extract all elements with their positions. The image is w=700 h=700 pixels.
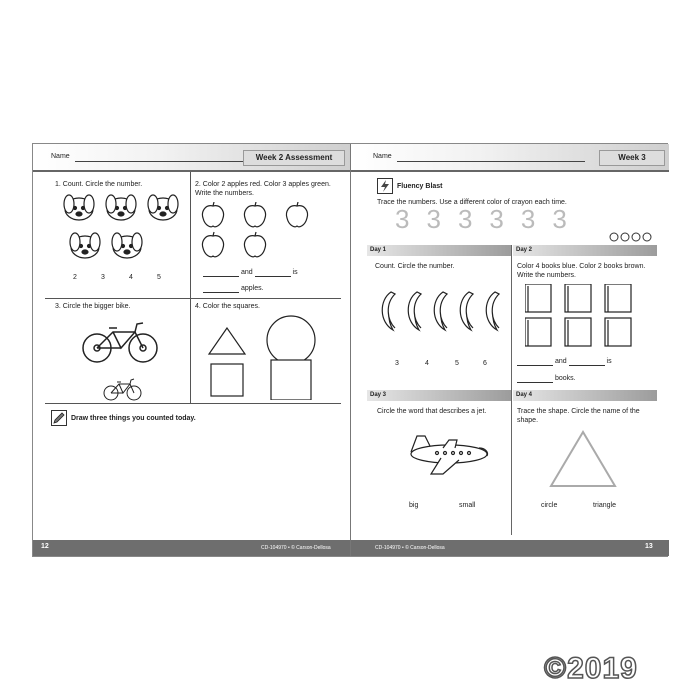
- trace-digit[interactable]: 3: [395, 204, 427, 234]
- copyright-watermark: ©2019: [544, 652, 638, 685]
- page-number: 12: [41, 543, 49, 550]
- copyright-text: CD-104970 • © Carson-Dellosa: [261, 545, 331, 551]
- trace-digits: [395, 204, 615, 235]
- copyright-text: CD-104970 • © Carson-Dellosa: [375, 545, 445, 551]
- apples-illustration: [201, 202, 321, 262]
- small-bike-illustration[interactable]: [103, 378, 143, 402]
- trace-digit[interactable]: 3: [426, 204, 458, 234]
- day-3-header: Day 3: [367, 390, 511, 401]
- day-2-header: Day 2: [513, 245, 657, 256]
- day-divider: [511, 245, 512, 535]
- name-line: [75, 161, 265, 162]
- bananas-illustration: [379, 290, 509, 332]
- day-3-instruction: Circle the word that describes a jet.: [377, 408, 487, 415]
- big-square-shape[interactable]: [271, 360, 311, 400]
- answer-blank[interactable]: [255, 269, 291, 277]
- books-label: books.: [554, 375, 576, 382]
- and-label: and: [240, 269, 253, 276]
- name-line: [397, 161, 585, 162]
- day-4-instruction: Trace the shape. Circle the name of the shape.: [517, 408, 640, 424]
- book[interactable]: [525, 318, 551, 346]
- workbook-spread: [32, 143, 668, 557]
- puppies-illustration: [61, 192, 189, 272]
- shapes-illustration: [203, 312, 343, 400]
- trace-digit[interactable]: 3: [489, 204, 521, 234]
- progress-circle[interactable]: [621, 233, 629, 241]
- book[interactable]: [565, 318, 591, 346]
- page-title: Week 3: [599, 150, 665, 166]
- triangle-shape[interactable]: [209, 328, 245, 354]
- pencil-icon: [51, 410, 67, 426]
- book[interactable]: [605, 284, 631, 312]
- book[interactable]: [565, 284, 591, 312]
- name-label: Name: [51, 153, 70, 160]
- word-choice[interactable]: big: [409, 502, 419, 509]
- answer-blank[interactable]: [517, 358, 553, 366]
- name-label: Name: [373, 153, 392, 160]
- progress-circle[interactable]: [643, 233, 651, 241]
- question-4: 4. Color the squares.: [195, 303, 260, 310]
- trace-triangle[interactable]: [547, 428, 619, 490]
- day-4-header: Day 4: [513, 390, 657, 401]
- day-2-answer-line: [517, 357, 612, 366]
- book[interactable]: [605, 318, 631, 346]
- word-choice[interactable]: small: [459, 502, 476, 509]
- answer-number[interactable]: 4: [425, 360, 429, 367]
- page-number: 13: [645, 543, 653, 550]
- small-square-shape[interactable]: [211, 364, 243, 396]
- answer-blank[interactable]: [569, 358, 605, 366]
- and-label: and: [554, 358, 567, 365]
- trace-digit[interactable]: 3: [520, 204, 553, 234]
- is-label: is: [606, 358, 612, 365]
- progress-circle[interactable]: [610, 233, 618, 241]
- answer-blank[interactable]: [517, 375, 553, 383]
- q2-answer-line: [203, 268, 298, 277]
- question-3: 3. Circle the bigger bike.: [55, 303, 131, 310]
- right-page: [351, 144, 669, 556]
- progress-circle[interactable]: [632, 233, 640, 241]
- day-1-instruction: Count. Circle the number.: [375, 263, 455, 270]
- grid-divider-horizontal: [45, 298, 341, 299]
- answer-number[interactable]: 3: [395, 360, 399, 367]
- question-2: 2. Color 2 apples red. Color 3 apples green. Write the numbers.: [195, 181, 331, 197]
- answer-blank[interactable]: [203, 285, 239, 293]
- progress-circles: [609, 232, 653, 242]
- answer-blank[interactable]: [203, 269, 239, 277]
- answer-number[interactable]: 5: [157, 274, 161, 281]
- answer-number[interactable]: 5: [455, 360, 459, 367]
- circle-shape[interactable]: [267, 316, 315, 364]
- question-1: 1. Count. Circle the number.: [55, 181, 143, 188]
- word-choice[interactable]: triangle: [593, 502, 616, 509]
- fluency-title: Fluency Blast: [397, 183, 443, 190]
- big-bike-illustration[interactable]: [81, 320, 161, 364]
- is-label: is: [292, 269, 298, 276]
- day-2-total-line: [517, 374, 576, 383]
- books-illustration: [525, 284, 645, 348]
- fluency-instruction: Trace the numbers. Use a different color of crayon each time.: [377, 199, 567, 206]
- jet-illustration: [403, 430, 499, 480]
- answer-number[interactable]: 4: [129, 274, 133, 281]
- grid-divider-bottom: [45, 403, 341, 404]
- trace-digit[interactable]: 3: [457, 204, 490, 234]
- day-2-instruction: Color 4 books blue. Color 2 books brown. Write the numbers.: [517, 263, 646, 279]
- apples-label: apples.: [240, 285, 264, 292]
- trace-digit[interactable]: 3: [552, 204, 584, 234]
- answer-number[interactable]: 6: [483, 360, 487, 367]
- left-footer: [33, 540, 350, 556]
- left-header: [33, 144, 350, 172]
- grid-divider-vertical: [190, 172, 191, 404]
- answer-number[interactable]: 3: [101, 274, 105, 281]
- q2-total-line: [203, 284, 264, 293]
- answer-number[interactable]: 2: [73, 274, 77, 281]
- draw-instruction: Draw three things you counted today.: [71, 415, 196, 422]
- lightning-icon: [377, 178, 393, 194]
- word-choice[interactable]: circle: [541, 502, 558, 509]
- day-1-header: Day 1: [367, 245, 511, 256]
- book[interactable]: [525, 284, 551, 312]
- right-footer: [351, 540, 669, 556]
- right-header: [351, 144, 669, 172]
- left-page: [33, 144, 351, 556]
- page-title: Week 2 Assessment: [243, 150, 345, 166]
